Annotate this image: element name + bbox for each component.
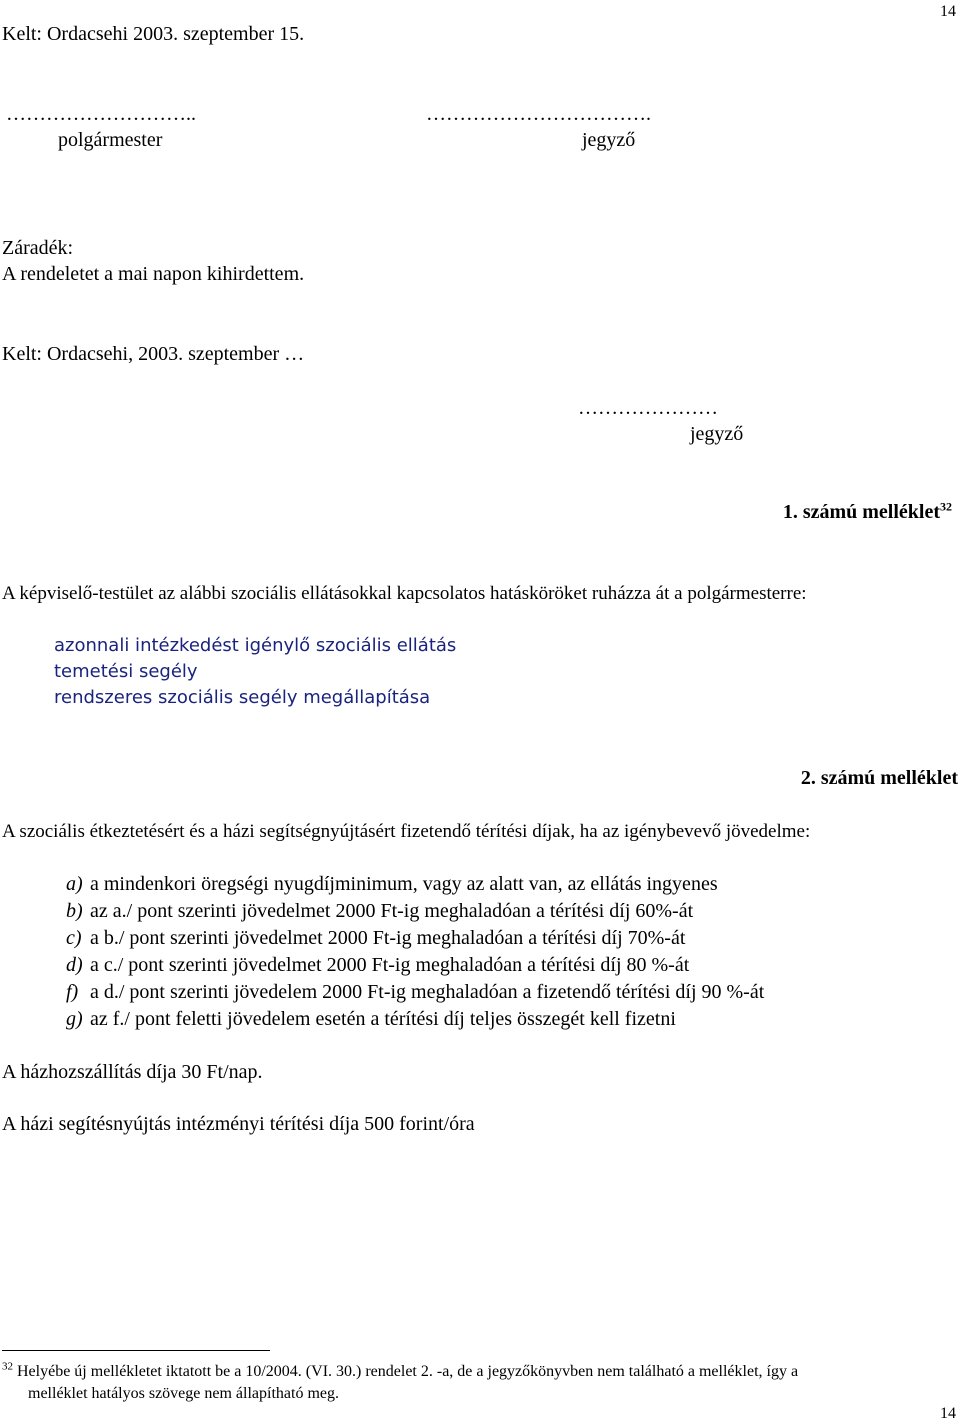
home-help-fee: A házi segítésnyújtás intézményi térítési díja 500 forint/óra [2, 1113, 475, 1135]
footnote-ref: 32 [940, 499, 952, 514]
annex1-item-2: temetési segély [54, 661, 198, 682]
annex1-heading-text: 1. számú melléklet [782, 501, 940, 523]
footnote-number: 32 [2, 1360, 13, 1373]
list-item [66, 926, 685, 950]
list-item-label: d) [66, 954, 83, 976]
zaradek-kelt: Kelt: Ordacsehi, 2003. szeptember … [2, 343, 305, 365]
delivery-fee: A házhozszállítás díja 30 Ft/nap. [2, 1061, 263, 1083]
annex2-intro: A szociális étkeztetésért és a házi segítségnyújtásért fizetendő térítési díjak, ha az igénybevevő jövedelme: [2, 821, 811, 842]
list-item [66, 899, 693, 923]
list-item-text: a d./ pont szerinti jövedelem 2000 Ft-ig meghaladóan a fizetendő térítési díj 90 %-át [90, 981, 765, 1003]
annex1-heading [783, 500, 952, 524]
zaradek-text: A rendeletet a mai napon kihirdettem. [2, 263, 305, 285]
zaradek-signature-dots: ………………… [578, 397, 718, 419]
footnote-text-1: Helyébe új mellékletet iktatott be a 10/2004. (VI. 30.) rendelet 2. -a, de a jegyzőkönyvben nem található a melléklet, így a [17, 1363, 799, 1380]
footnote-line-2: melléklet hatályos szövege nem állapítható meg. [28, 1385, 340, 1402]
list-item [66, 953, 689, 977]
zaradek-signature-title: jegyző [690, 423, 744, 445]
list-item-label: g) [66, 1008, 83, 1030]
kelt-date: Kelt: Ordacsehi 2003. szeptember 15. [2, 23, 305, 45]
zaradek-heading: Záradék: [2, 237, 74, 259]
list-item-label: c) [66, 927, 82, 949]
signature-dots-left: ……………………….. [6, 103, 196, 125]
list-item-text: a c./ pont szerinti jövedelmet 2000 Ft-ig meghaladóan a térítési díj 80 %-át [90, 954, 690, 976]
footnote-separator [2, 1350, 270, 1351]
list-item [66, 1007, 676, 1031]
list-item [66, 980, 764, 1004]
signature-title-mayor: polgármester [58, 129, 163, 151]
signature-title-notary: jegyző [582, 129, 636, 151]
list-item-text: a b./ pont szerinti jövedelmet 2000 Ft-ig meghaladóan a térítési díj 70%-át [90, 927, 686, 949]
annex1-item-1: azonnali intézkedést igénylő szociális ellátás [54, 635, 457, 656]
annex2-heading: 2. számú melléklet [800, 767, 958, 789]
page-number-top: 14 [940, 3, 956, 20]
list-item-label: f) [66, 981, 79, 1003]
list-item-label: b) [66, 900, 83, 922]
list-item-label: a) [66, 873, 83, 895]
list-item-text: az a./ pont szerinti jövedelmet 2000 Ft-ig meghaladóan a térítési díj 60%-át [90, 900, 694, 922]
annex1-intro: A képviselő-testület az alábbi szociális ellátásokkal kapcsolatos hatásköröket ruházza át a polgármesterre: [2, 583, 807, 604]
list-item-text: az f./ pont feletti jövedelem esetén a térítési díj teljes összegét kell fizetni [90, 1008, 676, 1030]
footnote-line-1 [2, 1362, 798, 1382]
signature-dots-right: ……………………………. [426, 103, 651, 125]
list-item [66, 872, 718, 896]
page-number-bottom: 14 [940, 1405, 956, 1422]
list-item-text: a mindenkori öregségi nyugdíjminimum, vagy az alatt van, az ellátás ingyenes [90, 873, 718, 895]
annex1-item-3: rendszeres szociális segély megállapítása [54, 687, 431, 708]
